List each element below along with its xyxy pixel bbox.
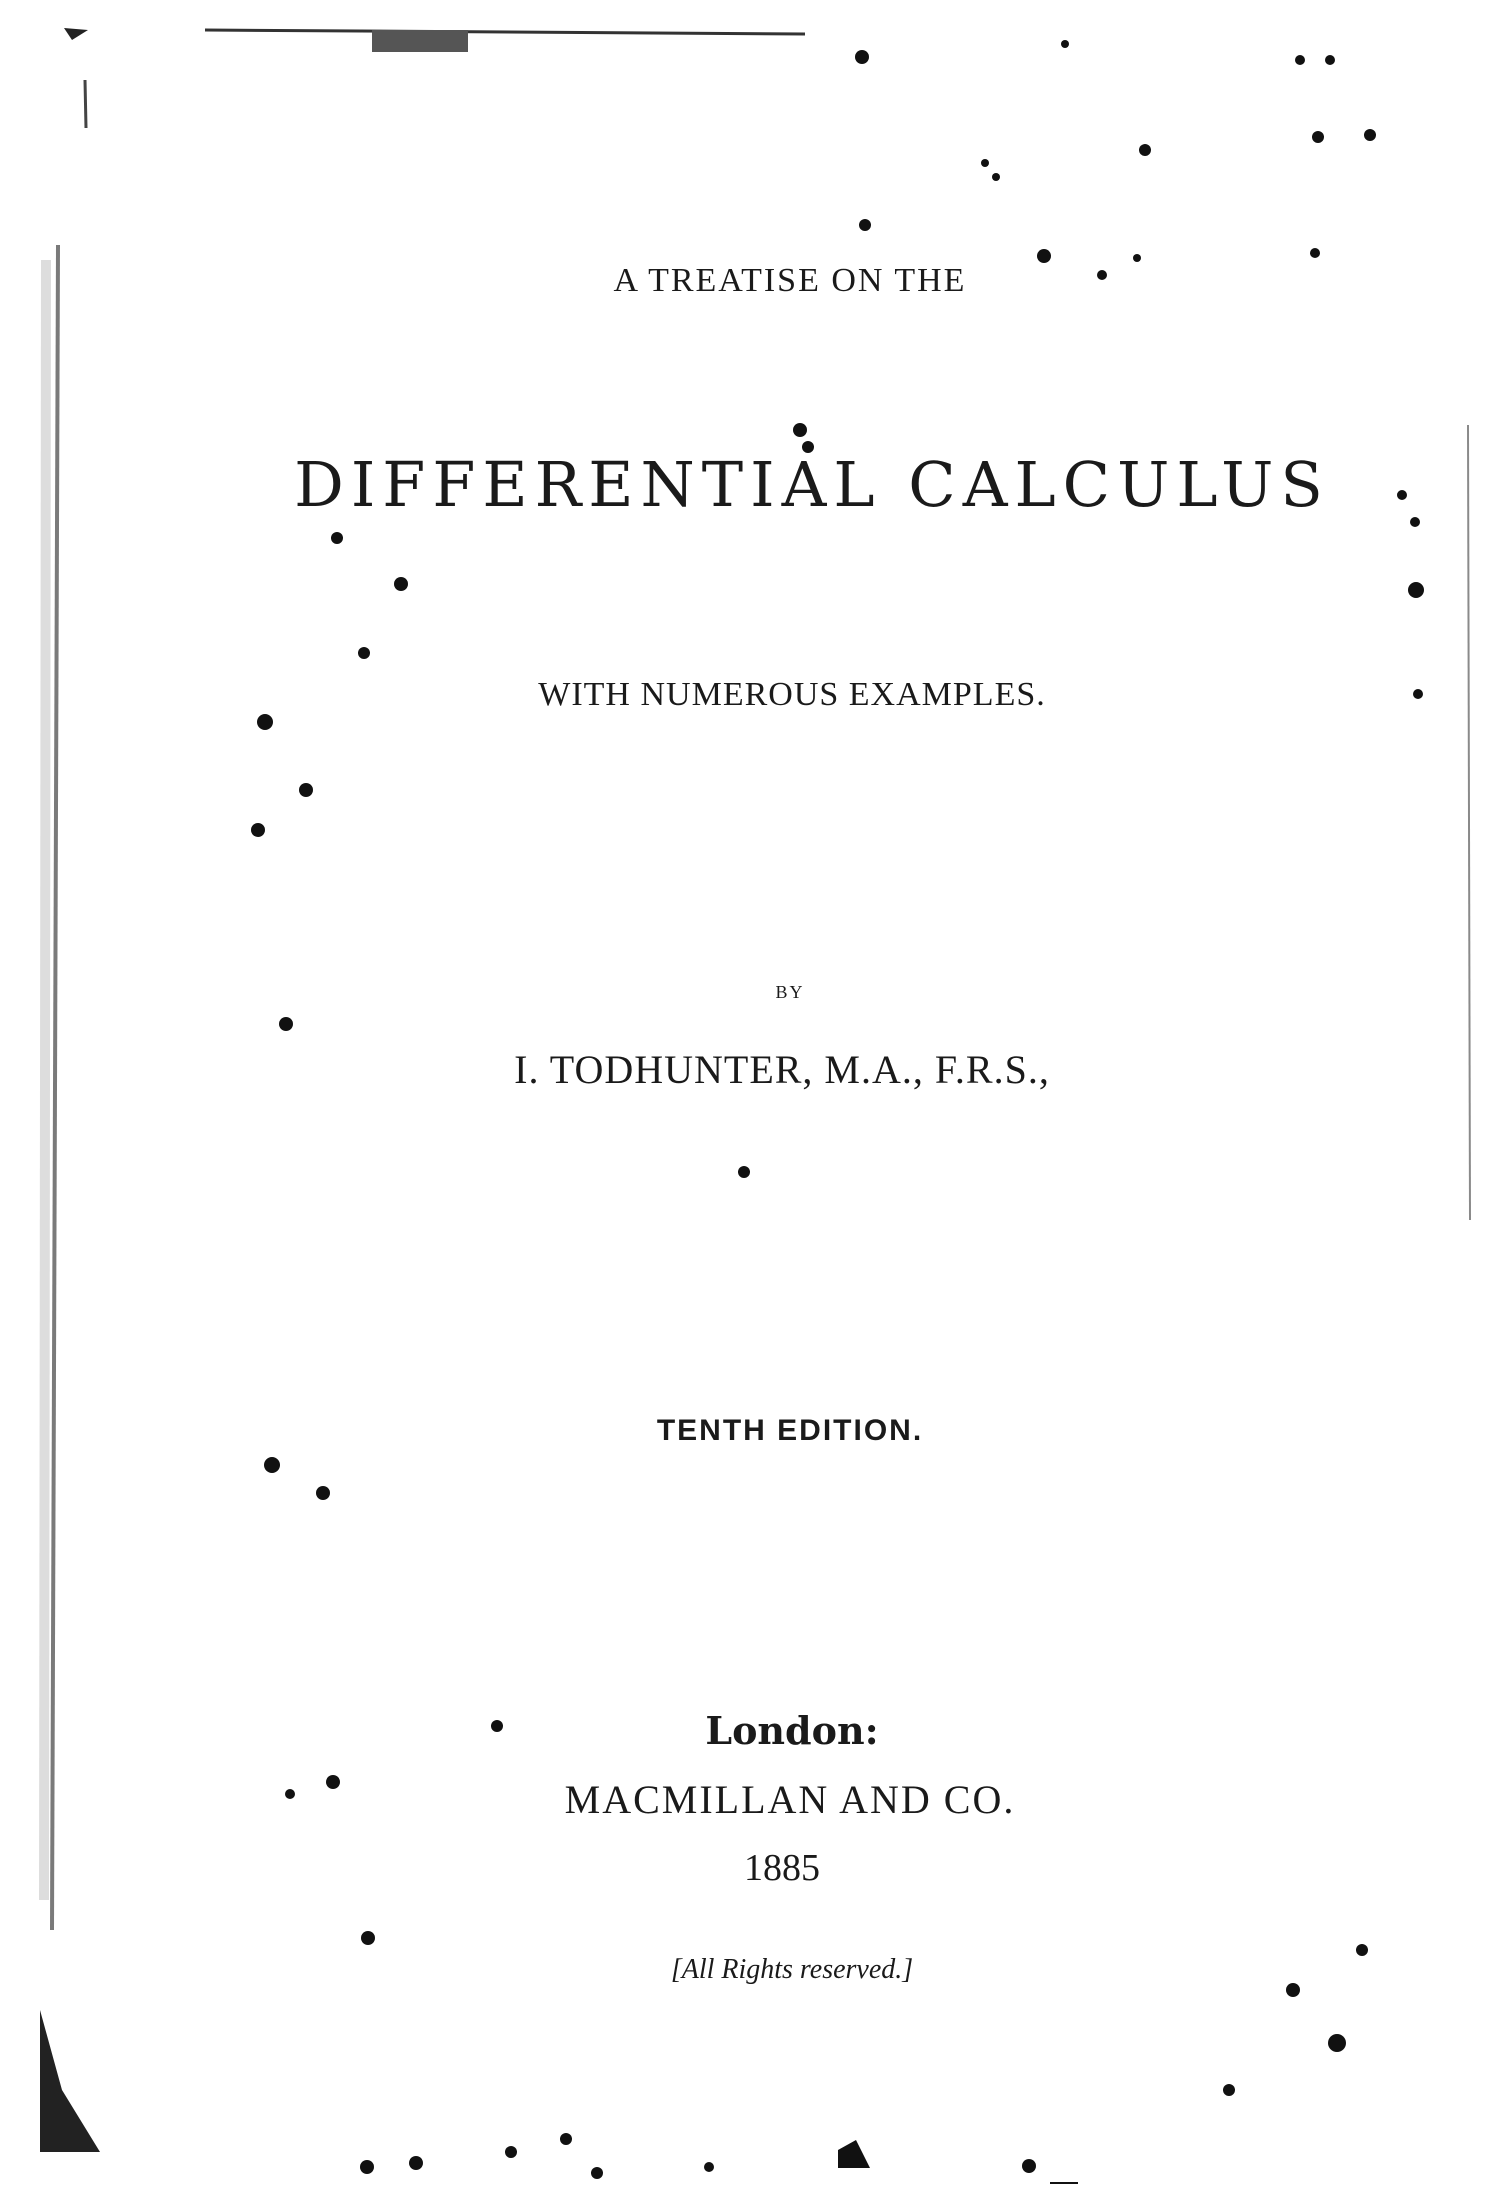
book-subtitle: WITH NUMEROUS EXAMPLES.	[538, 676, 1046, 713]
top-edge-smudge	[372, 30, 468, 52]
publication-year: 1885	[744, 1847, 820, 1889]
corner-mark	[64, 28, 88, 40]
ink-blot	[838, 2140, 870, 2168]
book-title: DIFFERENTIAL CALCULUS	[294, 448, 1330, 521]
edge-mark	[85, 80, 86, 128]
title-prefix: A TREATISE ON THE	[613, 262, 967, 299]
top-edge-rule	[205, 30, 805, 34]
rights-notice: [All Rights reserved.]	[670, 1954, 914, 1985]
edition-label: TENTH EDITION.	[656, 1414, 924, 1447]
publisher-name: MACMILLAN AND CO.	[564, 1777, 1016, 1822]
by-label: BY	[775, 982, 805, 1002]
bottom-left-corner-fold	[40, 2010, 100, 2152]
publication-place: London:	[705, 1708, 879, 1753]
right-page-edge	[1468, 425, 1470, 1220]
author-name: I. TODHUNTER, M.A., F.R.S.,	[514, 1047, 1050, 1092]
